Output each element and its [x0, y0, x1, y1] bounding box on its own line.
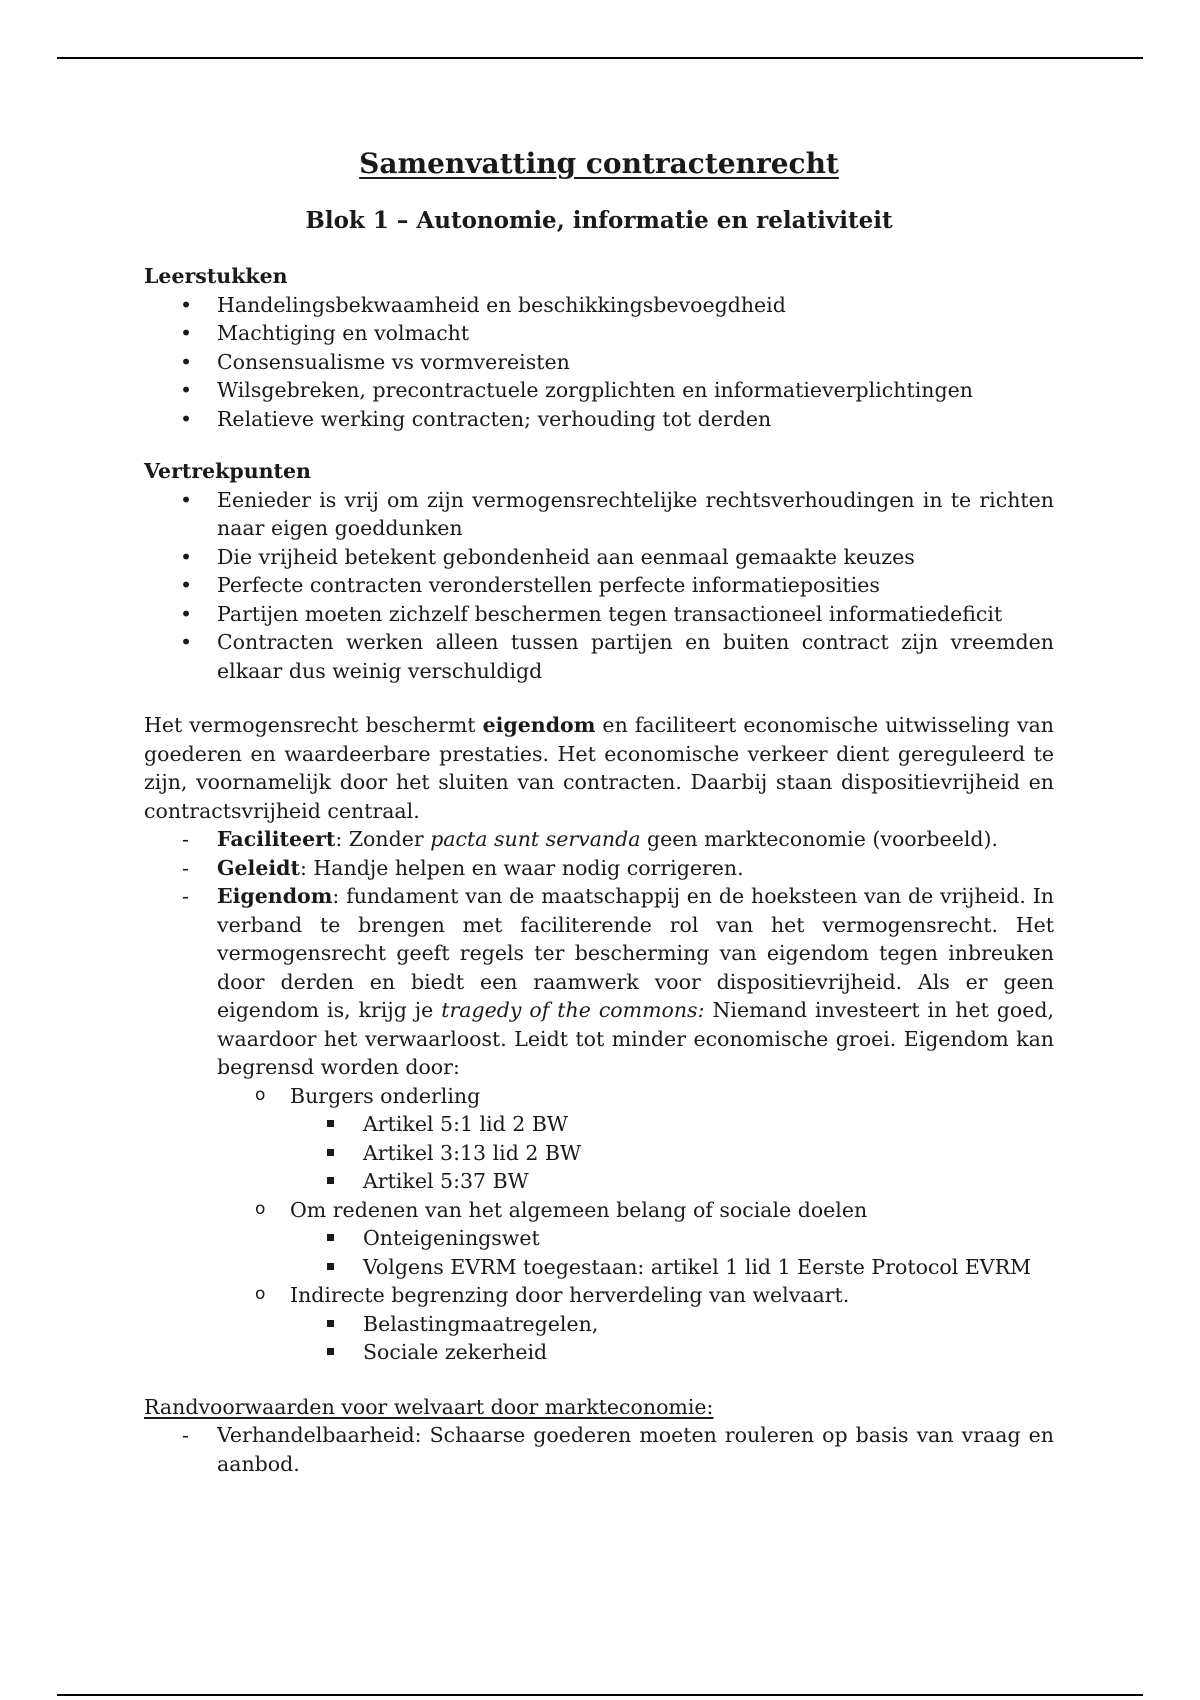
begrenzing-list	[217, 1082, 1054, 1367]
sub-item: Onteigeningswet	[290, 1224, 1054, 1253]
point-eigendom	[144, 882, 1054, 1367]
leerstukken-list	[144, 291, 1054, 434]
point-faciliteert	[144, 825, 1054, 854]
list-item: - Verhandelbaarheid: Schaarse goederen moeten rouleren op basis van vraag en aanbod.	[144, 1421, 1054, 1478]
sub-item: Artikel 5:1 lid 2 BW	[290, 1110, 1054, 1139]
begrenzing-label: Om redenen van het algemeen belang of sociale doelen	[290, 1197, 868, 1222]
randvoorwaarden-heading: Randvoorwaarden voor welvaart door markteconomie:	[144, 1394, 714, 1419]
sub-item: Sociale zekerheid	[290, 1338, 1054, 1367]
list-item: • Consensualisme vs vormvereisten	[144, 348, 1054, 377]
point-text: : fundament van de maatschappij en de hoeksteen van de vrijheid. In verband te brengen met faciliterende rol van het vermogensrecht. Het vermogensrecht geeft regels ter bescherming van eigendom tegen inbreuken door derden en biedt een raamwerk voor dispositievrijheid. Als er geen eigendom is, krijg je	[217, 884, 1054, 1022]
begrenzing-label: Burgers onderling	[290, 1083, 481, 1108]
sub-item: Volgens EVRM toegestaan: artikel 1 lid 1 Eerste Protocol EVRM	[290, 1253, 1054, 1282]
list-item: • Wilsgebreken, precontractuele zorgplichten en informatieverplichtingen	[144, 376, 1054, 405]
section-heading-leerstukken: Leerstukken	[144, 264, 288, 288]
point-term: Eigendom	[217, 884, 333, 908]
point-italic: tragedy of the commons:	[441, 998, 705, 1022]
section-heading-vertrekpunten: Vertrekpunten	[144, 459, 311, 483]
vertrekpunten-list	[144, 486, 1054, 686]
sub-list	[290, 1310, 1054, 1367]
document-body	[144, 146, 1054, 1478]
header-rule	[57, 57, 1143, 59]
point-text: Niemand investeert in het goed, waardoor het verwaarloost. Leidt tot minder economische groei. Eigendom kan begrensd worden door:	[217, 998, 1055, 1079]
sub-item: Belastingmaatregelen,	[290, 1310, 1054, 1339]
footer-rule	[57, 1694, 1143, 1696]
list-item: • Die vrijheid betekent gebondenheid aan eenmaal gemaakte keuzes	[144, 543, 1054, 572]
list-item: • Relatieve werking contracten; verhouding tot derden	[144, 405, 1054, 434]
intro-paragraph	[144, 711, 1054, 825]
begrenzing-label: Indirecte begrenzing door herverdeling van welvaart.	[290, 1283, 850, 1307]
list-item: • Contracten werken alleen tussen partijen en buiten contract zijn vreemden elkaar dus weinig verschuldigd	[144, 628, 1054, 685]
point-text: : Zonder	[335, 827, 431, 851]
list-item: • Handelingsbekwaamheid en beschikkingsbevoegdheid	[144, 291, 1054, 320]
point-geleidt	[144, 854, 1054, 883]
intro-text: en faciliteert economische uitwisseling van goederen en waardeerbare prestaties. Het economische verkeer dient gereguleerd te zijn, voornamelijk door het sluiten van contracten. Daarbij staan dispositievrijheid en contractsvrijheid centraal.	[144, 713, 1054, 823]
point-italic: pacta sunt servanda	[430, 827, 641, 851]
intro-text: Het vermogensrecht beschermt	[144, 713, 483, 737]
point-term: Faciliteert	[217, 827, 336, 851]
sub-list	[290, 1110, 1054, 1196]
sub-item: Artikel 5:37 BW	[290, 1167, 1054, 1196]
point-term: Geleidt	[217, 855, 300, 880]
randvoorwaarden-list	[144, 1421, 1054, 1478]
begrenzing-item	[217, 1196, 1054, 1282]
list-item: • Partijen moeten zichzelf beschermen tegen transactioneel informatiedeficit	[144, 600, 1054, 629]
sub-list	[290, 1224, 1054, 1281]
list-item: • Eenieder is vrij om zijn vermogensrechtelijke rechtsverhoudingen in te richten naar eigen goeddunken	[144, 486, 1054, 543]
document-title: Samenvatting contractenrecht	[359, 147, 839, 180]
list-item: • Perfecte contracten veronderstellen perfecte informatieposities	[144, 571, 1054, 600]
points-list	[144, 825, 1054, 1367]
begrenzing-item	[217, 1082, 1054, 1196]
sub-item: Artikel 3:13 lid 2 BW	[290, 1139, 1054, 1168]
intro-emphasis: eigendom	[482, 713, 596, 737]
point-text: geen markteconomie (voorbeeld).	[640, 827, 999, 851]
list-item: • Machtiging en volmacht	[144, 319, 1054, 348]
block-subtitle: Blok 1 – Autonomie, informatie en relativiteit	[305, 207, 893, 234]
point-text: : Handje helpen en waar nodig corrigeren.	[299, 855, 744, 880]
begrenzing-item	[217, 1281, 1054, 1367]
